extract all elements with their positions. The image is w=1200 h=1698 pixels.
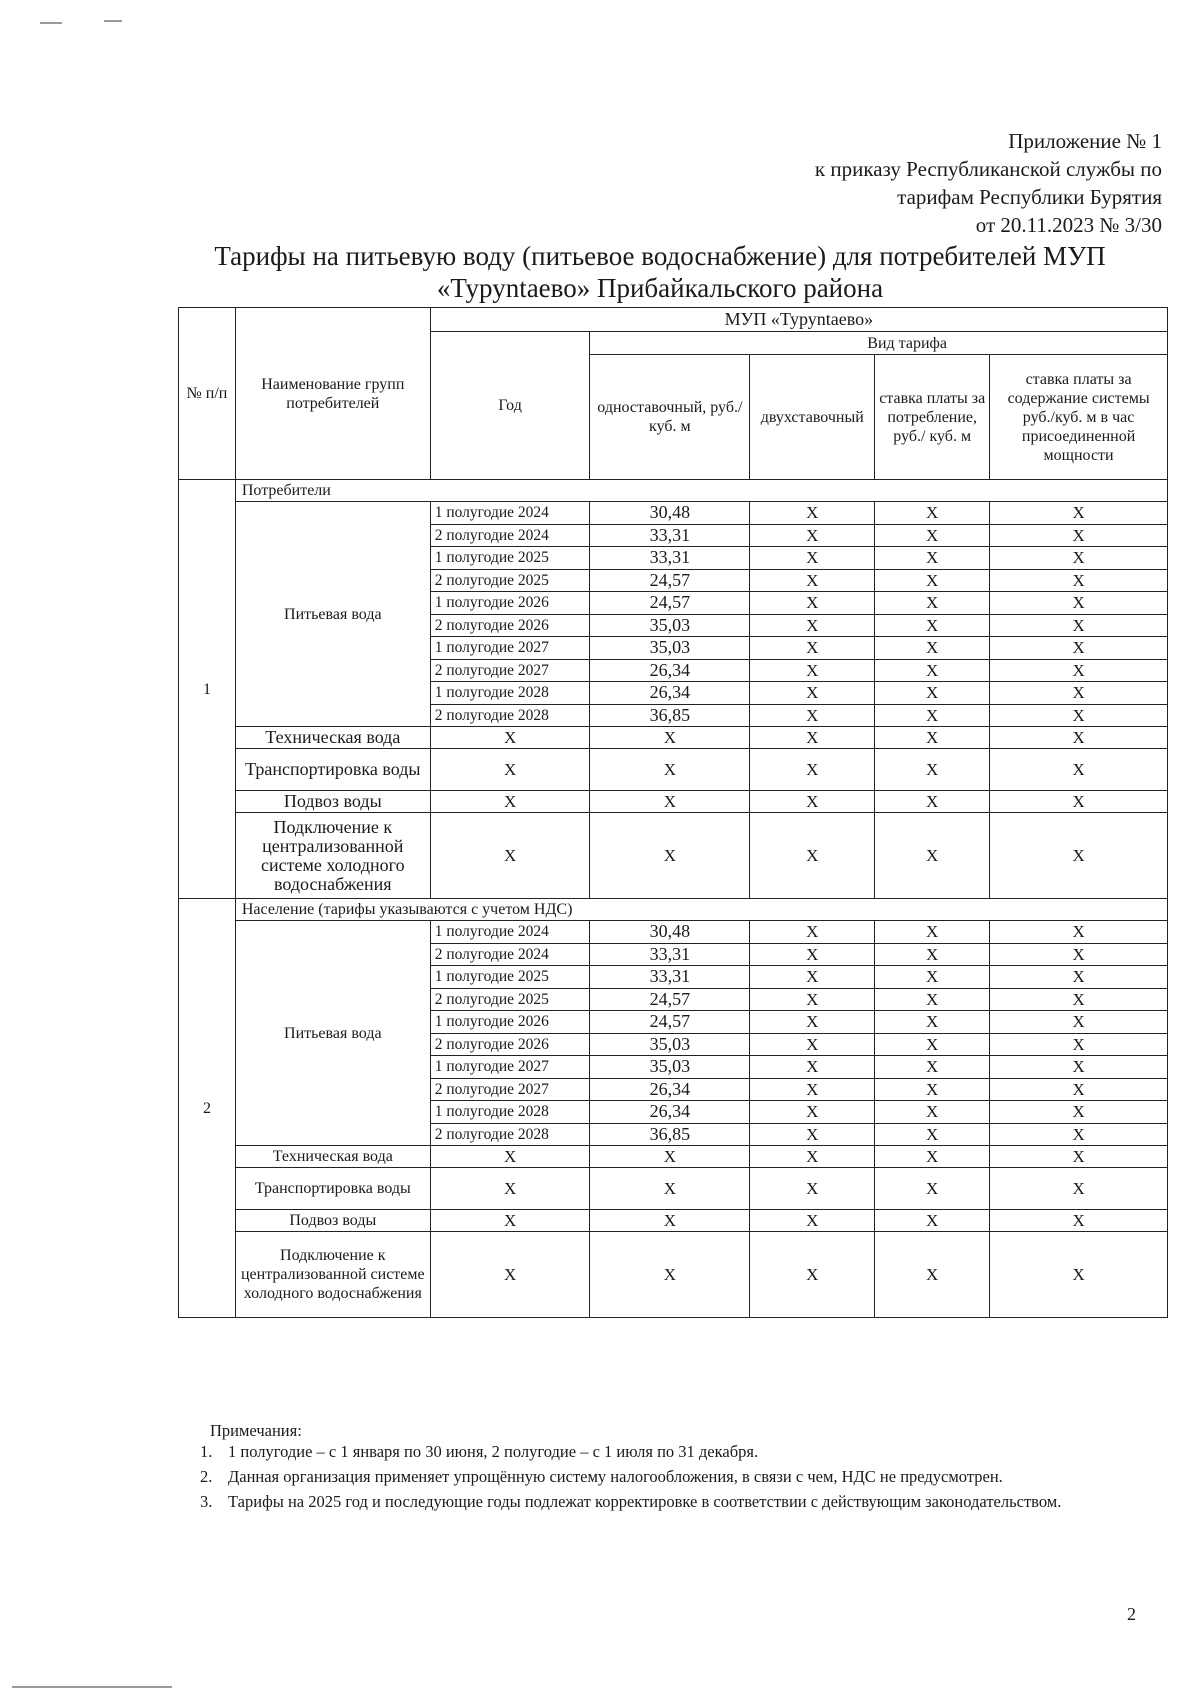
appendix-line: Приложение № 1 <box>1008 129 1162 153</box>
appendix-line: тарифам Республики Бурятия <box>897 185 1162 209</box>
table-row <box>179 1210 1168 1232</box>
scan-mark <box>104 20 122 22</box>
period-cell: 1 полугодие 2026 <box>430 592 590 615</box>
maintenance-rate-value: X <box>990 502 1168 525</box>
maintenance-rate-value: X <box>990 921 1168 944</box>
period-cell: 1 полугодие 2028 <box>430 682 590 705</box>
consumption-rate-value: X <box>875 727 990 749</box>
single-rate-value: X <box>590 1168 750 1210</box>
maintenance-rate-value: X <box>990 988 1168 1011</box>
single-rate-value: 33,31 <box>590 547 750 570</box>
single-rate-value: X <box>590 1146 750 1168</box>
table-row <box>179 791 1168 813</box>
service-name: Транспортировка воды <box>235 1168 430 1210</box>
consumption-rate-value: X <box>875 1146 990 1168</box>
section-title: Население (тарифы указываются с учетом НДС) <box>235 899 1167 921</box>
note-number: 2. <box>200 1467 213 1486</box>
double-rate-value: X <box>750 966 875 989</box>
tariff-table <box>178 307 1168 1318</box>
consumption-rate-value: X <box>875 1078 990 1101</box>
maintenance-rate-value: X <box>990 569 1168 592</box>
tariff-kind-header: Вид тарифа <box>590 332 1168 355</box>
double-rate-value: X <box>750 614 875 637</box>
maintenance-rate-value: X <box>990 1123 1168 1146</box>
period-cell: 1 полугодие 2028 <box>430 1101 590 1124</box>
consumption-rate-value: X <box>875 637 990 660</box>
single-rate-value: 33,31 <box>590 966 750 989</box>
col-single-header: одноставочный, руб./ куб. м <box>590 355 750 480</box>
single-rate-value: X <box>590 791 750 813</box>
service-name: Техническая вода <box>235 1146 430 1168</box>
double-rate-value: X <box>750 704 875 727</box>
consumption-rate-value: X <box>875 704 990 727</box>
consumption-rate-value: X <box>875 943 990 966</box>
double-rate-value: X <box>750 1101 875 1124</box>
appendix-line: от 20.11.2023 № 3/30 <box>975 213 1162 237</box>
single-rate-value: 35,03 <box>590 1033 750 1056</box>
col-consumption-header: ставка платы за потребление, руб./ куб. м <box>875 355 990 480</box>
period-cell: 2 полугодие 2027 <box>430 1078 590 1101</box>
single-rate-value: 24,57 <box>590 988 750 1011</box>
consumption-rate-value: X <box>875 921 990 944</box>
maintenance-rate-value: X <box>990 1210 1168 1232</box>
consumption-rate-value: X <box>875 1210 990 1232</box>
maintenance-rate-value: X <box>990 1101 1168 1124</box>
double-rate-value: X <box>750 1078 875 1101</box>
consumption-rate-value: X <box>875 569 990 592</box>
maintenance-rate-value: X <box>990 524 1168 547</box>
note-item <box>200 1491 1160 1512</box>
period-cell: 2 полугодие 2025 <box>430 988 590 1011</box>
consumption-rate-value: X <box>875 524 990 547</box>
notes-heading: Примечания: <box>210 1421 302 1440</box>
year-value: X <box>430 727 590 749</box>
single-rate-value: 33,31 <box>590 524 750 547</box>
maintenance-rate-value: X <box>990 813 1168 899</box>
service-name: Транспортировка воды <box>235 749 430 791</box>
period-cell: 2 полугодие 2025 <box>430 569 590 592</box>
consumption-rate-value: X <box>875 1168 990 1210</box>
maintenance-rate-value: X <box>990 1033 1168 1056</box>
maintenance-rate-value: X <box>990 1078 1168 1101</box>
note-text: 1 полугодие – с 1 января по 30 июня, 2 полугодие – с 1 июля по 31 декабря. <box>228 1442 759 1461</box>
document-title <box>160 240 1160 304</box>
double-rate-value: X <box>750 659 875 682</box>
period-cell: 1 полугодие 2027 <box>430 1056 590 1079</box>
single-rate-value: X <box>590 1210 750 1232</box>
maintenance-rate-value: X <box>990 1146 1168 1168</box>
consumption-rate-value: X <box>875 502 990 525</box>
single-rate-value: 36,85 <box>590 1123 750 1146</box>
double-rate-value: X <box>750 682 875 705</box>
single-rate-value: X <box>590 813 750 899</box>
single-rate-value: 26,34 <box>590 659 750 682</box>
double-rate-value: X <box>750 943 875 966</box>
double-rate-value: X <box>750 524 875 547</box>
double-rate-value: X <box>750 637 875 660</box>
col-double-header: двухставочный <box>750 355 875 480</box>
table-row <box>179 899 1168 921</box>
drinking-water-label: Питьевая вода <box>235 921 430 1146</box>
service-name: Подключение к централизованной системе холодного водоснабжения <box>235 813 430 899</box>
service-name: Подвоз воды <box>235 791 430 813</box>
service-name: Подключение к централизованной системе холодного водоснабжения <box>235 1232 430 1318</box>
single-rate-value: 24,57 <box>590 569 750 592</box>
table-row <box>179 813 1168 899</box>
consumption-rate-value: X <box>875 592 990 615</box>
double-rate-value: X <box>750 569 875 592</box>
double-rate-value: X <box>750 1210 875 1232</box>
section-number: 1 <box>179 480 236 899</box>
maintenance-rate-value: X <box>990 1056 1168 1079</box>
table-row <box>179 1146 1168 1168</box>
org-header: МУП «Туруntaево» <box>430 308 1167 332</box>
service-name: Техническая вода <box>235 727 430 749</box>
note-text: Данная организация применяет упрощённую систему налогообложения, в связи с чем, НДС не предусмотрен. <box>228 1467 1003 1486</box>
period-cell: 2 полугодие 2028 <box>430 704 590 727</box>
period-cell: 2 полугодие 2026 <box>430 1033 590 1056</box>
note-number: 1. <box>200 1442 213 1461</box>
double-rate-value: X <box>750 1056 875 1079</box>
maintenance-rate-value: X <box>990 614 1168 637</box>
section-title: Потребители <box>235 480 1167 502</box>
consumption-rate-value: X <box>875 1011 990 1034</box>
maintenance-rate-value: X <box>990 637 1168 660</box>
double-rate-value: X <box>750 749 875 791</box>
drinking-water-label: Питьевая вода <box>235 502 430 727</box>
maintenance-rate-value: X <box>990 943 1168 966</box>
table-row <box>179 1168 1168 1210</box>
period-cell: 1 полугодие 2025 <box>430 547 590 570</box>
maintenance-rate-value: X <box>990 966 1168 989</box>
year-value: X <box>430 813 590 899</box>
year-value: X <box>430 1146 590 1168</box>
maintenance-rate-value: X <box>990 682 1168 705</box>
consumption-rate-value: X <box>875 1123 990 1146</box>
note-text: Тарифы на 2025 год и последующие годы подлежат корректировке в соответствии с действующим законодательством. <box>228 1492 1062 1511</box>
section-number: 2 <box>179 899 236 1318</box>
maintenance-rate-value: X <box>990 592 1168 615</box>
period-cell: 2 полугодие 2027 <box>430 659 590 682</box>
consumption-rate-value: X <box>875 1056 990 1079</box>
maintenance-rate-value: X <box>990 659 1168 682</box>
consumption-rate-value: X <box>875 813 990 899</box>
double-rate-value: X <box>750 921 875 944</box>
single-rate-value: 24,57 <box>590 1011 750 1034</box>
single-rate-value: 35,03 <box>590 637 750 660</box>
double-rate-value: X <box>750 547 875 570</box>
scan-mark <box>12 1686 172 1688</box>
single-rate-value: X <box>590 727 750 749</box>
maintenance-rate-value: X <box>990 791 1168 813</box>
appendix-line: к приказу Республиканской службы по <box>814 157 1162 181</box>
single-rate-value: 24,57 <box>590 592 750 615</box>
year-value: X <box>430 749 590 791</box>
consumption-rate-value: X <box>875 682 990 705</box>
consumption-rate-value: X <box>875 791 990 813</box>
year-value: X <box>430 791 590 813</box>
double-rate-value: X <box>750 1033 875 1056</box>
period-cell: 2 полугодие 2024 <box>430 943 590 966</box>
title-line: «Туруntaево» Прибайкальского района <box>436 273 884 303</box>
single-rate-value: 26,34 <box>590 682 750 705</box>
year-value: X <box>430 1168 590 1210</box>
page-number: 2 <box>1127 1604 1136 1624</box>
note-number: 3. <box>200 1492 213 1511</box>
service-name: Подвоз воды <box>235 1210 430 1232</box>
single-rate-value: 35,03 <box>590 1056 750 1079</box>
year-value: X <box>430 1232 590 1318</box>
consumption-rate-value: X <box>875 988 990 1011</box>
consumption-rate-value: X <box>875 1101 990 1124</box>
double-rate-value: X <box>750 988 875 1011</box>
consumption-rate-value: X <box>875 1033 990 1056</box>
maintenance-rate-value: X <box>990 1168 1168 1210</box>
double-rate-value: X <box>750 592 875 615</box>
note-item <box>200 1441 1160 1462</box>
double-rate-value: X <box>750 1123 875 1146</box>
col-group-header: Наименование групп потребителей <box>235 308 430 480</box>
table-row <box>179 921 1168 944</box>
consumption-rate-value: X <box>875 966 990 989</box>
col-maintenance-header: ставка платы за содержание системы руб./куб. м в час присоединенной мощности <box>990 355 1168 480</box>
col-year-header: Год <box>430 332 590 480</box>
period-cell: 1 полугодие 2025 <box>430 966 590 989</box>
maintenance-rate-value: X <box>990 704 1168 727</box>
consumption-rate-value: X <box>875 1232 990 1318</box>
consumption-rate-value: X <box>875 659 990 682</box>
period-cell: 2 полугодие 2028 <box>430 1123 590 1146</box>
period-cell: 1 полугодие 2024 <box>430 502 590 525</box>
single-rate-value: 26,34 <box>590 1078 750 1101</box>
single-rate-value: X <box>590 1232 750 1318</box>
col-num-header: № п/п <box>179 308 236 480</box>
period-cell: 2 полугодие 2026 <box>430 614 590 637</box>
table-row <box>179 1232 1168 1318</box>
double-rate-value: X <box>750 502 875 525</box>
table-row <box>179 727 1168 749</box>
consumption-rate-value: X <box>875 614 990 637</box>
period-cell: 1 полугодие 2026 <box>430 1011 590 1034</box>
double-rate-value: X <box>750 727 875 749</box>
maintenance-rate-value: X <box>990 727 1168 749</box>
double-rate-value: X <box>750 1232 875 1318</box>
double-rate-value: X <box>750 791 875 813</box>
maintenance-rate-value: X <box>990 749 1168 791</box>
title-line: Тарифы на питьевую воду (питьевое водоснабжение) для потребителей МУП <box>214 241 1106 271</box>
maintenance-rate-value: X <box>990 1011 1168 1034</box>
scan-mark <box>40 22 62 24</box>
consumption-rate-value: X <box>875 749 990 791</box>
single-rate-value: 26,34 <box>590 1101 750 1124</box>
single-rate-value: 30,48 <box>590 921 750 944</box>
single-rate-value: 36,85 <box>590 704 750 727</box>
single-rate-value: 33,31 <box>590 943 750 966</box>
header-row <box>179 308 1168 332</box>
period-cell: 1 полугодие 2024 <box>430 921 590 944</box>
double-rate-value: X <box>750 813 875 899</box>
maintenance-rate-value: X <box>990 547 1168 570</box>
single-rate-value: 30,48 <box>590 502 750 525</box>
table-row <box>179 749 1168 791</box>
year-value: X <box>430 1210 590 1232</box>
period-cell: 2 полугодие 2024 <box>430 524 590 547</box>
single-rate-value: X <box>590 749 750 791</box>
note-item <box>200 1466 1160 1487</box>
double-rate-value: X <box>750 1168 875 1210</box>
single-rate-value: 35,03 <box>590 614 750 637</box>
notes <box>200 1420 1160 1516</box>
consumption-rate-value: X <box>875 547 990 570</box>
double-rate-value: X <box>750 1146 875 1168</box>
table-row <box>179 502 1168 525</box>
double-rate-value: X <box>750 1011 875 1034</box>
table-row <box>179 480 1168 502</box>
period-cell: 1 полугодие 2027 <box>430 637 590 660</box>
maintenance-rate-value: X <box>990 1232 1168 1318</box>
appendix-header <box>815 127 1162 239</box>
